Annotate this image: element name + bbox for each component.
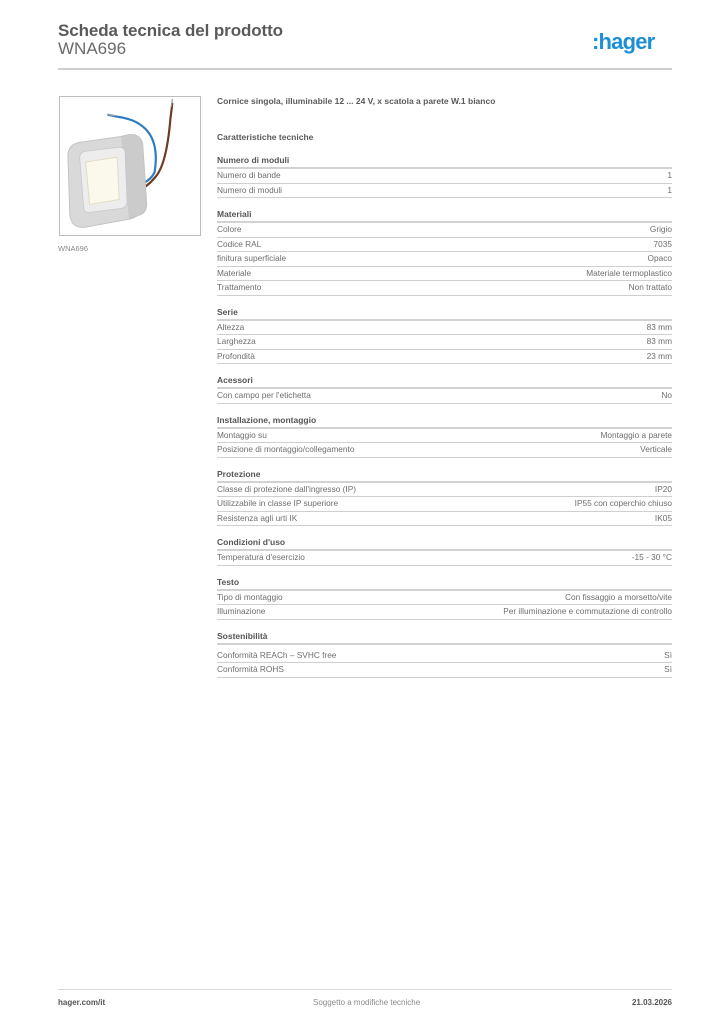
section-title: Protezione (217, 468, 672, 483)
row-label: Numero di moduli (217, 184, 283, 195)
section-numero-di-moduli (217, 154, 672, 198)
row-value: No (661, 390, 672, 400)
row-value: IP20 (654, 483, 672, 494)
table-row (217, 350, 672, 365)
table-row (217, 551, 672, 566)
section-serie (217, 306, 672, 365)
row-value: 83 mm (646, 336, 672, 346)
image-caption: WNA696 (58, 244, 89, 253)
row-value: 1 (667, 184, 672, 195)
table-row (217, 169, 672, 184)
row-value: Opaco (647, 253, 672, 263)
table-row (217, 649, 672, 664)
page-title: Scheda tecnica del prodotto (58, 21, 283, 40)
row-label: Tipo di montaggio (217, 591, 283, 602)
section-title: Testo (217, 576, 672, 591)
section-acessori (217, 374, 672, 404)
row-label: Resistenza agli urti IK (217, 512, 298, 523)
row-value: Non trattato (628, 282, 672, 292)
row-label: finitura superficiale (217, 253, 287, 263)
characteristics-heading: Caratteristiche tecniche (217, 132, 314, 142)
table-row (217, 184, 672, 199)
row-label: Trattamento (217, 282, 262, 292)
section-title: Acessori (217, 374, 672, 389)
row-label: Posizione di montaggio/collegamento (217, 444, 355, 454)
row-label: Profondità (217, 350, 255, 361)
technical-content (217, 94, 672, 678)
table-row (217, 252, 672, 267)
table-row (217, 389, 672, 404)
row-value: 7035 (653, 238, 672, 249)
row-value: 23 mm (646, 350, 672, 361)
row-label: Numero di bande (217, 170, 281, 180)
row-label: Utilizzabile in classe IP superiore (217, 498, 339, 508)
row-value: -15 - 30 °C (631, 552, 672, 562)
footer-divider (58, 989, 672, 990)
row-label: Classe di protezione dall'ingresso (IP) (217, 483, 357, 494)
product-description: Cornice singola, illuminabile 12 ... 24 V, x scatola a parete W.1 bianco (217, 96, 496, 106)
footer-date: 21.03.2026 (631, 998, 672, 1007)
table-row (217, 497, 672, 512)
table-row (217, 267, 672, 282)
row-label: Altezza (217, 321, 245, 332)
table-row (217, 238, 672, 253)
frame-with-wires-icon (60, 97, 200, 235)
table-row (217, 429, 672, 444)
row-label: Conformità REACh – SVHC free (217, 649, 337, 660)
row-value: Grigio (649, 224, 672, 234)
section-testo (217, 576, 672, 620)
row-value: Verticale (640, 444, 672, 454)
row-value: IP55 con coperchio chiuso (574, 498, 672, 508)
row-label: Codice RAL (217, 238, 262, 249)
hager-logo: :hager (592, 29, 655, 54)
row-value: Montaggio a parete (600, 429, 672, 440)
row-label: Montaggio su (217, 429, 267, 440)
table-row (217, 443, 672, 458)
row-label: Con campo per l'etichetta (217, 390, 311, 400)
row-value: IK05 (654, 512, 672, 523)
row-label: Larghezza (217, 336, 256, 346)
table-row (217, 321, 672, 336)
row-label: Materiale (217, 267, 252, 278)
table-row (217, 483, 672, 498)
footer-notice: Soggetto a modifiche tecniche (313, 998, 421, 1007)
product-image (59, 96, 201, 236)
section-title: Installazione, montaggio (217, 414, 672, 429)
row-value: 1 (667, 170, 672, 180)
row-value: Per illuminazione e commutazione di controllo (503, 606, 672, 616)
table-row (217, 591, 672, 606)
table-row (217, 223, 672, 238)
section-installazione (217, 414, 672, 458)
product-code: WNA696 (58, 39, 127, 58)
section-title: Materiali (217, 208, 672, 223)
section-title: Serie (217, 306, 672, 321)
section-protezione (217, 468, 672, 527)
section-title: Numero di moduli (217, 154, 672, 169)
section-sostenibilita (217, 630, 672, 678)
table-row (217, 335, 672, 350)
row-value: 83 mm (646, 321, 672, 332)
header-divider (58, 68, 672, 70)
table-row (217, 663, 672, 678)
section-title: Sostenibilità (217, 630, 672, 645)
table-row (217, 281, 672, 296)
row-value: Sì (664, 664, 672, 674)
row-value: Con fissaggio a morsetto/vite (565, 591, 672, 602)
row-label: Illuminazione (217, 606, 266, 616)
footer-website-link[interactable]: hager.com/it (58, 998, 106, 1007)
section-materiali (217, 208, 672, 296)
section-condizioni-uso (217, 536, 672, 566)
row-value: Materiale termoplastico (586, 267, 672, 278)
row-label: Conformità ROHS (217, 664, 284, 674)
table-row (217, 512, 672, 527)
section-title: Condizioni d'uso (217, 536, 672, 551)
row-label: Colore (217, 224, 242, 234)
row-value: Sì (664, 649, 672, 660)
table-row (217, 605, 672, 620)
row-label: Temperatura d'esercizio (217, 552, 305, 562)
